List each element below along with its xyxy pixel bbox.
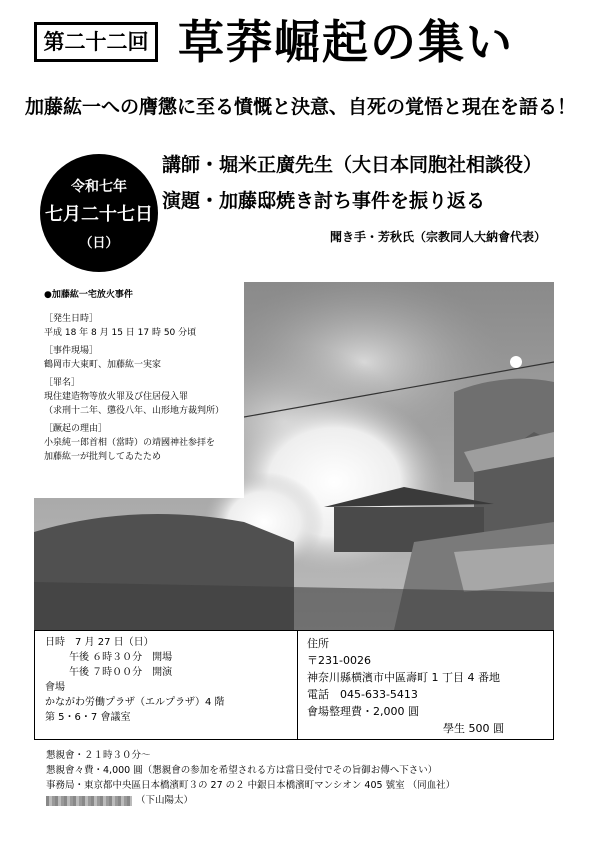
date-day: 七月二十七日	[45, 204, 153, 225]
redacted-phone	[46, 796, 132, 806]
speaker-line: 講師・堀米正廣先生（大日本同胞社相談役）	[162, 154, 543, 176]
event-start-time: 午後 ７時００分 開演	[69, 667, 173, 678]
event-open-time: 午後 ６時３０分 開場	[69, 652, 173, 663]
incident-label: ［蹶起の理由］	[44, 424, 108, 434]
student-fee: 學生 500 圓	[443, 722, 504, 735]
incident-text: 鶴岡市大東町、加藤紘一実家	[44, 360, 162, 370]
admission-fee: 會場整理費・2,000 圓	[307, 705, 419, 718]
event-datetime: 日時 7 月 27 日（日）	[45, 637, 154, 648]
incident-text: 小泉純一郎首相（當時）の靖國神社参拝を	[44, 438, 216, 448]
venue-name: かながわ労働プラザ（エルプラザ）4 階	[45, 697, 225, 708]
incident-label: ［罪名］	[44, 378, 81, 388]
contact-line	[46, 793, 566, 808]
venue-address: 神奈川縣横濱市中區壽町 1 丁目 4 番地	[307, 671, 500, 684]
social-time: 懇親會・２１時３０分～	[46, 750, 151, 761]
incident-text: 平成 18 年 8 月 15 日 17 時 50 分頃	[44, 328, 197, 338]
incident-summary-panel	[34, 282, 244, 498]
series-number: 第二十二回	[43, 30, 149, 54]
event-info-box	[34, 630, 554, 740]
office-address: 事務局・東京都中央區日本橋濱町３の 27 の２ 中銀日本橋濱町マンシオン 405 號室 （同血社）	[46, 780, 456, 791]
venue-phone: 電話 045‐633‐5413	[307, 688, 418, 701]
date-era: 令和七年	[71, 179, 127, 195]
footer-notes	[46, 748, 566, 808]
incident-heading: ●加藤紘一宅放火事件	[44, 290, 133, 300]
event-address-fee	[307, 635, 547, 737]
interviewer-line: 聞き手・芳秋氏（宗教同人大納會代表）	[330, 230, 547, 244]
contact-name: （下山陽太）	[136, 795, 194, 806]
event-title: 草莽崛起の集い	[178, 15, 514, 69]
address-label: 住所	[307, 637, 329, 650]
event-time-venue	[45, 635, 293, 725]
postal-code: 〒231‐0026	[307, 654, 371, 667]
series-number-box	[34, 22, 158, 62]
incident-label: ［事件現場］	[44, 346, 99, 356]
date-badge	[40, 154, 158, 272]
incident-text: （求刑十二年、懲役八年、山形地方裁判所）	[44, 406, 225, 416]
incident-label: ［発生日時］	[44, 314, 99, 324]
incident-text: 現住建造物等放火罪及び住居侵入罪	[44, 392, 189, 402]
event-subtitle: 加藤紘一への膺懲に至る憤慨と決意、自死の覚悟と現在を語る！	[24, 96, 576, 118]
venue-room: 第 5・6・7 會議室	[45, 712, 131, 723]
social-fee: 懇親會々費・4,000 圓（懇親會の参加を希望される方は當日受付でその旨御お傳へ下さい）	[46, 765, 438, 776]
info-divider	[297, 631, 298, 739]
date-weekday: （日）	[79, 236, 119, 251]
venue-label: 會場	[45, 682, 65, 693]
topic-line: 演題・加藤邸焼き討ち事件を振り返る	[162, 190, 486, 212]
incident-text: 加藤紘一が批判してゐたため	[44, 452, 162, 462]
